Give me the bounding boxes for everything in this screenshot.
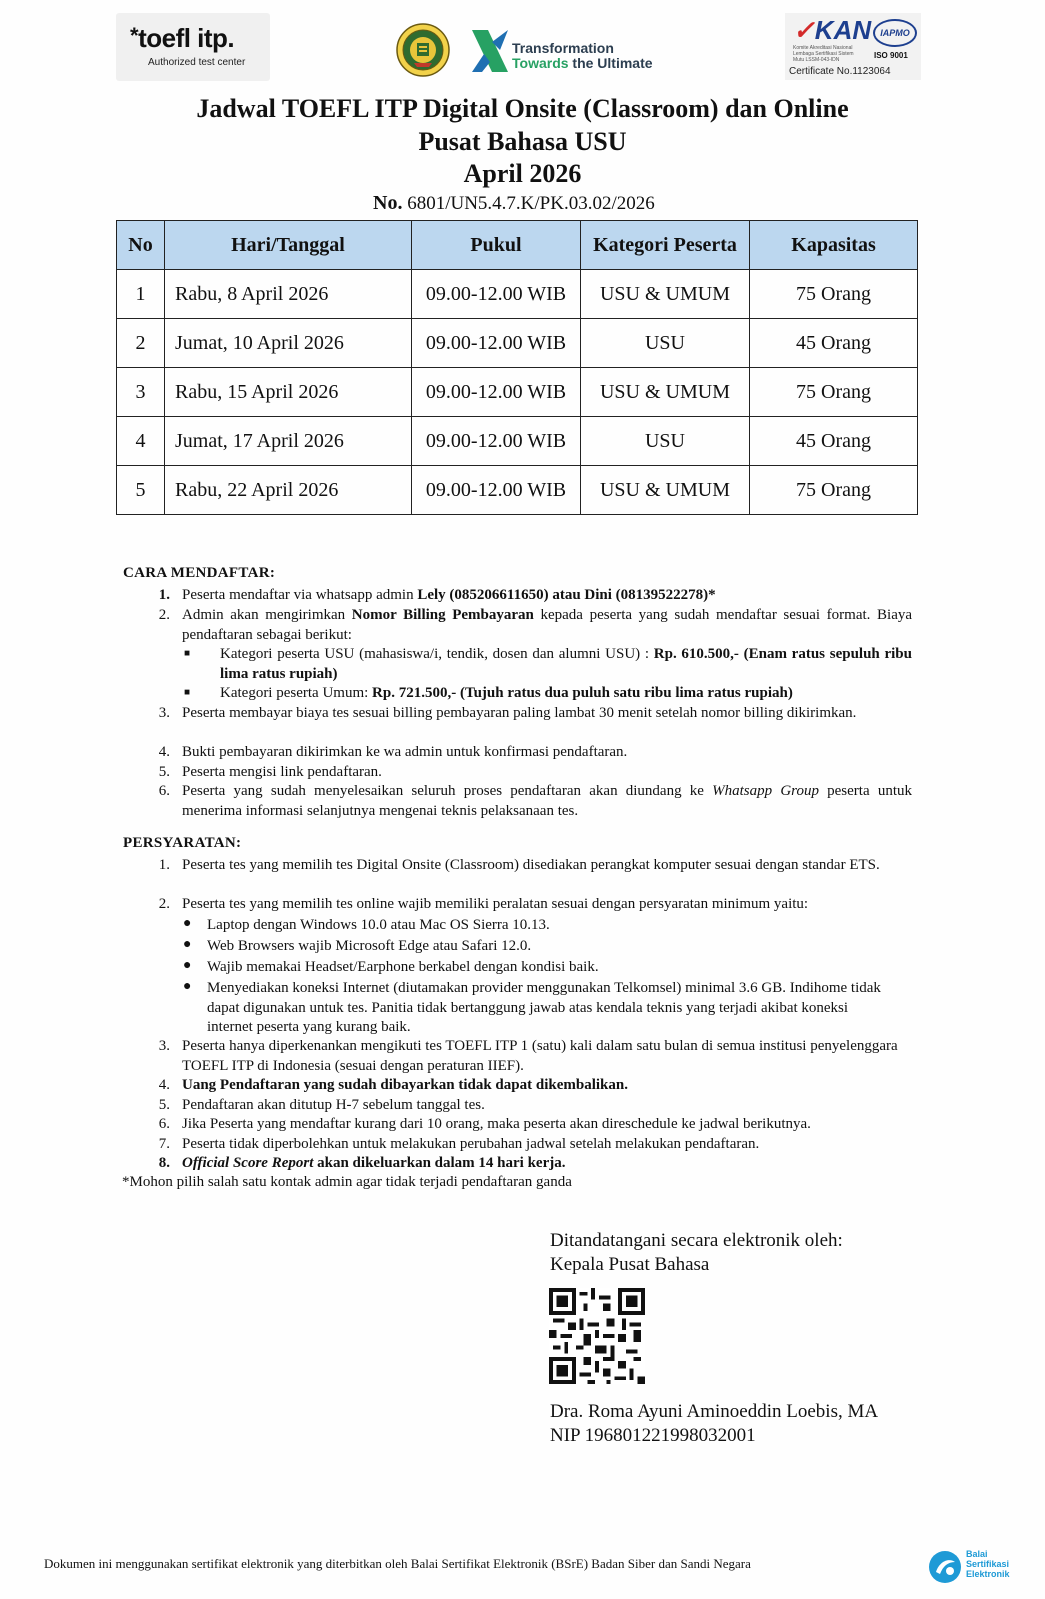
list-number: 4. xyxy=(158,744,170,760)
list-number: 6. xyxy=(158,1116,170,1132)
row-date: Jumat, 10 April 2026 xyxy=(165,319,412,368)
row-time: 09.00-12.00 WIB xyxy=(412,466,581,515)
transformation-arrow-icon xyxy=(470,28,510,74)
list-number: 7. xyxy=(158,1136,170,1152)
syarat-item-2: Peserta tes yang memilih tes online wajib memiliki peralatan sesuai dengan persyaratan minimum yaitu: xyxy=(182,896,809,912)
syarat-item-3: Peserta hanya diperkenankan mengikuti tes TOEFL ITP 1 (satu) kali dalam satu bulan di semua institusi penyelenggara TOEFL ITP di Indonesia (sesuai dengan peraturan IIEF). xyxy=(182,1038,898,1074)
syarat-device-browser: Web Browsers wajib Microsoft Edge atau Safari 12.0. xyxy=(207,938,532,954)
cara-item-2: Admin akan mengirimkan Nomor Billing Pembayaran kepada peserta yang sudah mendaftar sesuai format. Biaya pendaftaran sebagai berikut: xyxy=(182,607,913,643)
list-number: 2. xyxy=(158,896,170,912)
toefl-logo-word: *toefl itp. xyxy=(130,23,235,53)
kan-small-text: Komite Akreditasi Nasional Lembaga Sertifikasi Sistem Mutu LSSM-043-IDN xyxy=(793,45,854,63)
syarat-item-1: Peserta tes yang memilih tes Digital Onsite (Classroom) disediakan perangkat komputer sesuai dengan standar ETS. xyxy=(182,857,880,873)
list-number: 5. xyxy=(158,764,170,780)
row-time: 09.00-12.00 WIB xyxy=(412,368,581,417)
document-title-line1: Jadwal TOEFL ITP Digital Onsite (Classroom) dan Online xyxy=(196,94,849,123)
column-header-time: Pukul xyxy=(412,221,581,270)
table-header-row xyxy=(117,221,918,270)
row-date: Jumat, 17 April 2026 xyxy=(165,417,412,466)
row-category: USU & UMUM xyxy=(581,368,750,417)
square-bullet-icon: ■ xyxy=(184,648,191,659)
list-number: 8. xyxy=(158,1155,170,1171)
signature-caption: Ditandatangani secara elektronik oleh: xyxy=(550,1230,843,1251)
syarat-item-4: Uang Pendaftaran yang sudah dibayarkan tidak dapat dikembalikan. xyxy=(182,1077,628,1093)
column-header-date: Hari/Tanggal xyxy=(165,221,412,270)
row-number: 4 xyxy=(117,417,165,466)
table-row xyxy=(117,270,918,319)
row-category: USU xyxy=(581,417,750,466)
iapmo-badge: IAPMO xyxy=(873,19,917,47)
row-capacity: 45 Orang xyxy=(750,417,918,466)
list-number: 6. xyxy=(158,783,170,799)
syarat-device-headset: Wajib memakai Headset/Earphone berkabel dengan kondisi baik. xyxy=(207,959,599,975)
table-row xyxy=(117,368,918,417)
cara-item-3: Peserta membayar biaya tes sesuai billing pembayaran paling lambat 30 menit setelah nomor billing dikirimkan. xyxy=(182,705,857,721)
row-category: USU & UMUM xyxy=(581,466,750,515)
cara-mendaftar-heading: CARA MENDAFTAR: xyxy=(123,565,276,581)
table-row xyxy=(117,319,918,368)
list-number: 3. xyxy=(158,1038,170,1054)
kan-iapmo-certificate-logo xyxy=(785,13,921,80)
transformation-logo xyxy=(470,26,660,76)
round-bullet-icon: ● xyxy=(183,937,192,952)
row-number: 5 xyxy=(117,466,165,515)
transformation-text-line2: Towards the Ultimate xyxy=(512,55,653,71)
list-number: 2. xyxy=(158,607,170,623)
certificate-number: Certificate No.1123064 xyxy=(789,66,891,77)
column-header-no: No xyxy=(117,221,165,270)
round-bullet-icon: ● xyxy=(183,958,192,973)
row-date: Rabu, 22 April 2026 xyxy=(165,466,412,515)
transformation-text-line1: Transformation xyxy=(512,40,614,56)
signatory-name: Dra. Roma Ayuni Aminoeddin Loebis, MA xyxy=(550,1401,879,1422)
document-number: No. 6801/UN5.4.7.K/PK.03.02/2026 xyxy=(373,192,655,214)
syarat-device-laptop: Laptop dengan Windows 10.0 atau Mac OS Sierra 10.13. xyxy=(207,917,550,933)
cara-item-1: Peserta mendaftar via whatsapp admin Lely (085206611650) atau Dini (08139522278)* xyxy=(182,587,716,603)
table-row xyxy=(117,417,918,466)
document-title-line3: April 2026 xyxy=(463,159,582,188)
schedule-table xyxy=(116,220,918,515)
persyaratan-heading: PERSYARATAN: xyxy=(123,835,242,851)
row-capacity: 75 Orang xyxy=(750,466,918,515)
iso-label: ISO 9001 xyxy=(874,51,908,60)
admin-contact-note: *Mohon pilih salah satu kontak admin agar tidak terjadi pendaftaran ganda xyxy=(122,1174,572,1190)
toefl-itp-logo xyxy=(116,13,270,81)
signatory-nip: NIP 196801221998032001 xyxy=(550,1425,756,1446)
table-row xyxy=(117,466,918,515)
syarat-item-5: Pendaftaran akan ditutup H-7 sebelum tanggal tes. xyxy=(182,1097,485,1113)
list-number: 1. xyxy=(158,587,170,603)
row-number: 2 xyxy=(117,319,165,368)
row-time: 09.00-12.00 WIB xyxy=(412,417,581,466)
row-category: USU xyxy=(581,319,750,368)
round-bullet-icon: ● xyxy=(183,916,192,931)
row-date: Rabu, 15 April 2026 xyxy=(165,368,412,417)
syarat-item-6: Jika Peserta yang mendaftar kurang dari 10 orang, maka peserta akan direschedule ke jadwal berikutnya. xyxy=(182,1116,811,1132)
list-number: 4. xyxy=(158,1077,170,1093)
cara-item-4: Bukti pembayaran dikirimkan ke wa admin untuk konfirmasi pendaftaran. xyxy=(182,744,628,760)
syarat-item-8: Official Score Report akan dikeluarkan dalam 14 hari kerja. xyxy=(182,1155,566,1171)
row-capacity: 75 Orang xyxy=(750,368,918,417)
cara-item-5: Peserta mengisi link pendaftaran. xyxy=(182,764,382,780)
usu-emblem-icon xyxy=(396,23,450,77)
row-capacity: 45 Orang xyxy=(750,319,918,368)
round-bullet-icon: ● xyxy=(183,979,192,994)
cara-fee-umum: Kategori peserta Umum: Rp. 721.500,- (Tujuh ratus dua puluh satu ribu lima ratus rupiah) xyxy=(220,685,793,701)
signature-position: Kepala Pusat Bahasa xyxy=(550,1254,710,1275)
list-number: 3. xyxy=(158,705,170,721)
row-category: USU & UMUM xyxy=(581,270,750,319)
column-header-capacity: Kapasitas xyxy=(750,221,918,270)
document-title-line2: Pusat Bahasa USU xyxy=(418,127,627,156)
row-time: 09.00-12.00 WIB xyxy=(412,319,581,368)
row-capacity: 75 Orang xyxy=(750,270,918,319)
footer-bsre-statement: Dokumen ini menggunakan sertifikat elektronik yang diterbitkan oleh Balai Sertifikat Elektronik (BSrE) Badan Siber dan Sandi Negara xyxy=(44,1556,751,1571)
row-date: Rabu, 8 April 2026 xyxy=(165,270,412,319)
syarat-device-internet: Menyediakan koneksi Internet (diutamakan provider menggunakan Telkomsel) minimal 3.6 GB. Indihome tidak dapat digunakan untuk tes. Panitia tidak bertanggung jawab atas kendala teknis yang terjadi akibat koneksi internet peserta yang kurang baik. xyxy=(207,980,881,1035)
column-header-category: Kategori Peserta xyxy=(581,221,750,270)
row-number: 3 xyxy=(117,368,165,417)
list-number: 1. xyxy=(158,857,170,873)
square-bullet-icon: ■ xyxy=(184,687,191,698)
kan-logo-word: ✓KAN xyxy=(793,15,872,45)
cara-item-6: Peserta yang sudah menyelesaikan seluruh proses pendaftaran akan diundang ke Whatsapp Group peserta untuk menerima informasi selanjutnya mengenai teknis pelaksanaan tes. xyxy=(182,783,912,819)
list-number: 5. xyxy=(158,1097,170,1113)
signature-qr-code-icon xyxy=(549,1288,645,1384)
bsre-emblem-icon xyxy=(928,1550,962,1584)
bsre-logo xyxy=(928,1548,1020,1586)
row-time: 09.00-12.00 WIB xyxy=(412,270,581,319)
toefl-logo-subtitle: Authorized test center xyxy=(148,57,246,68)
bsre-logo-text: Balai Sertifikasi Elektronik xyxy=(966,1549,1010,1579)
syarat-item-7: Peserta tidak diperbolehkan untuk melakukan perubahan jadwal setelah melakukan pendaftaran. xyxy=(182,1136,760,1152)
cara-fee-usu: Kategori peserta USU (mahasiswa/i, tendik, dosen dan alumni USU) : Rp. 610.500,- (Enam ratus sepuluh ribu lima ratus rupiah) xyxy=(220,646,912,682)
row-number: 1 xyxy=(117,270,165,319)
